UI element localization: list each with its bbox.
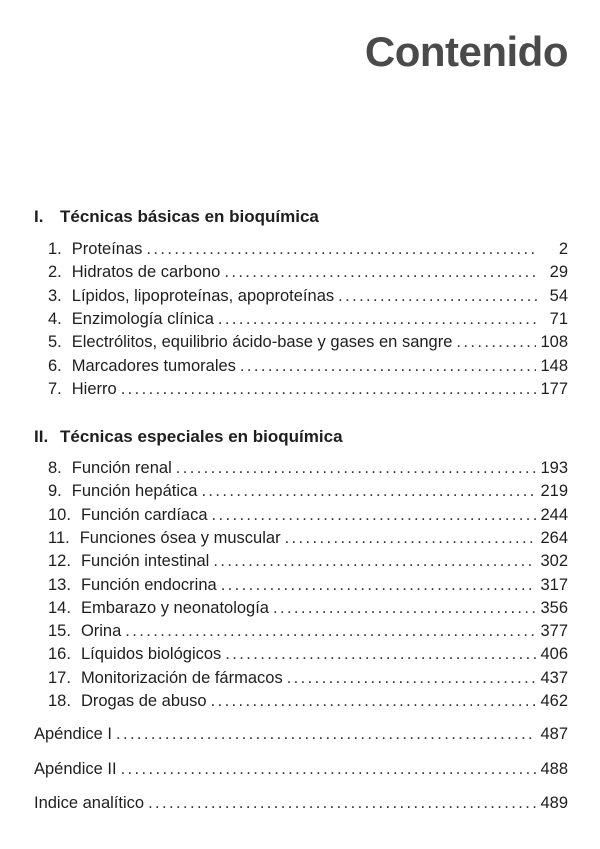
- toc-entry: [48, 645, 568, 669]
- entry-number: 8.: [48, 459, 62, 477]
- entry-page-number: 29: [549, 263, 568, 282]
- entry-title: Hierro: [71, 379, 117, 398]
- entry-page-number: 406: [540, 645, 568, 664]
- dot-leader: [201, 482, 536, 501]
- toc-entry: [48, 622, 568, 646]
- dot-leader: [240, 357, 537, 376]
- entry-title: Función hepática: [71, 482, 198, 501]
- toc-entry: [48, 506, 568, 530]
- entry-page-number: 71: [549, 309, 568, 328]
- entry-title: Embarazo y neonatología: [80, 598, 269, 617]
- toc-entry: [34, 760, 568, 784]
- entry-number: 6.: [48, 356, 62, 375]
- entry-page-number: 108: [540, 333, 568, 352]
- entry-title: Marcadores tumorales: [71, 356, 236, 375]
- dot-leader: [273, 599, 536, 618]
- entry-number: 1.: [48, 240, 62, 258]
- entry-number: 4.: [48, 309, 62, 328]
- entry-title: Función cardíaca: [80, 505, 208, 524]
- entry-page-number: 193: [540, 459, 568, 477]
- page-title: Contenido: [364, 28, 568, 75]
- entry-number: 3.: [48, 286, 62, 305]
- part-title: Técnicas especiales en bioquímica: [60, 427, 343, 446]
- entry-number: 17.: [48, 668, 71, 687]
- entry-title: Apéndice I: [34, 725, 112, 743]
- toc-entry: [34, 725, 568, 749]
- entry-title: Líquidos biológicos: [80, 645, 222, 664]
- entry-page-number: 54: [549, 286, 568, 305]
- entry-title: Drogas de abuso: [80, 692, 207, 710]
- entry-number: 10.: [48, 505, 71, 524]
- toc-entry: [48, 529, 568, 553]
- entry-page-number: 219: [540, 482, 568, 501]
- dot-leader: [225, 645, 536, 664]
- toc-entry: [48, 692, 568, 716]
- dot-leader: [456, 333, 536, 352]
- entry-title: Apéndice II: [34, 760, 117, 778]
- entry-number: 18.: [48, 692, 71, 710]
- entry-page-number: 244: [540, 505, 568, 524]
- toc-entry: [48, 599, 568, 623]
- part-heading: [34, 427, 343, 447]
- entry-number: 12.: [48, 552, 71, 571]
- dot-leader: [285, 529, 537, 548]
- entry-title: Electrólitos, equilibrio ácido-base y gases en sangre: [71, 333, 453, 352]
- entry-page-number: 462: [540, 692, 568, 710]
- part-heading: [34, 207, 319, 227]
- entry-title: Indice analítico: [34, 794, 145, 812]
- entry-title: Función endocrina: [80, 575, 217, 594]
- entry-page-number: 148: [540, 356, 568, 375]
- entry-title: Lípidos, lipoproteínas, apoproteínas: [71, 286, 335, 305]
- entry-title: Hidratos de carbono: [71, 263, 221, 282]
- entry-title: Funciones ósea y muscular: [79, 528, 281, 547]
- dot-leader: [176, 459, 537, 478]
- dot-leader: [121, 760, 537, 779]
- entry-number: 2.: [48, 263, 62, 282]
- toc-entry: [48, 482, 568, 506]
- entry-page-number: 437: [540, 668, 568, 687]
- dot-leader: [116, 725, 536, 744]
- dot-leader: [221, 576, 537, 595]
- dot-leader: [125, 622, 536, 641]
- toc-entry: [48, 380, 568, 404]
- entry-title: Monitorización de fármacos: [80, 668, 283, 687]
- entry-page-number: 317: [540, 575, 568, 594]
- dot-leader: [218, 310, 538, 329]
- part-numeral: I.: [34, 207, 44, 226]
- entry-title: Función renal: [71, 459, 172, 477]
- entry-page-number: 487: [540, 725, 568, 743]
- dot-leader: [146, 240, 538, 259]
- toc-entry: [48, 333, 568, 357]
- toc-entry: [48, 310, 568, 334]
- part-numeral: II.: [34, 427, 49, 446]
- entry-title: Enzimología clínica: [71, 309, 214, 328]
- entry-page-number: 356: [540, 598, 568, 617]
- dot-leader: [213, 552, 536, 571]
- entry-number: 7.: [48, 379, 62, 398]
- entry-page-number: 488: [540, 760, 568, 778]
- toc-entry: [48, 669, 568, 693]
- entry-number: 16.: [48, 645, 71, 664]
- toc-entry: [48, 459, 568, 483]
- entry-title: Proteínas: [71, 240, 143, 258]
- dot-leader: [338, 287, 538, 306]
- entry-title: Orina: [80, 622, 122, 641]
- entry-number: 9.: [48, 482, 62, 501]
- entry-page-number: 489: [540, 794, 568, 812]
- entry-page-number: 2: [558, 240, 568, 258]
- dot-leader: [121, 380, 537, 399]
- toc-entry: [48, 263, 568, 287]
- entry-page-number: 177: [540, 379, 568, 398]
- entry-page-number: 302: [540, 552, 568, 571]
- dot-leader: [148, 794, 536, 813]
- dot-leader: [287, 669, 537, 688]
- entry-number: 13.: [48, 575, 71, 594]
- toc-entry: [34, 794, 568, 818]
- part-title: Técnicas básicas en bioquímica: [60, 207, 319, 226]
- toc-entry: [48, 287, 568, 311]
- toc-entry: [48, 240, 568, 264]
- entry-page-number: 377: [540, 622, 568, 641]
- dot-leader: [211, 692, 537, 711]
- entry-number: 14.: [48, 598, 71, 617]
- toc-entry: [48, 357, 568, 381]
- entry-page-number: 264: [540, 528, 568, 547]
- toc-entry: [48, 576, 568, 600]
- entry-number: 11.: [48, 528, 70, 547]
- toc-entry: [48, 552, 568, 576]
- entry-number: 5.: [48, 333, 62, 352]
- dot-leader: [212, 506, 537, 525]
- entry-number: 15.: [48, 622, 71, 641]
- dot-leader: [224, 263, 538, 282]
- entry-title: Función intestinal: [80, 552, 210, 571]
